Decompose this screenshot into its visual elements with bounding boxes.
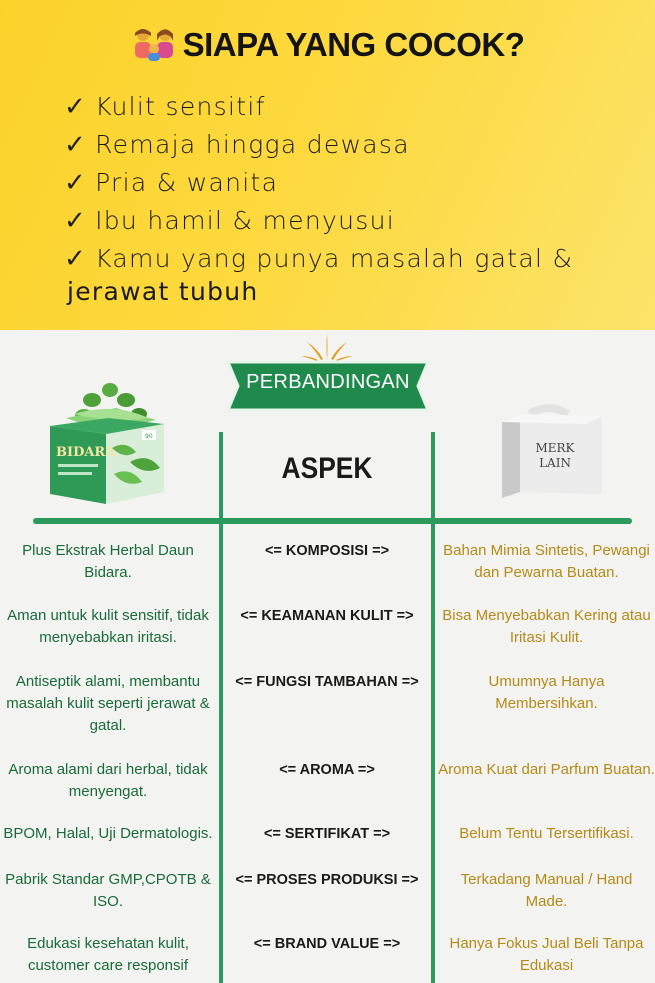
bidara-brand-label: BIDARA <box>56 445 116 460</box>
checklist-item: ✓ Kamu yang punya masalah gatal & <box>64 244 574 274</box>
bidara-value: Pabrik Standar GMP,CPOTB & ISO. <box>5 871 211 910</box>
aspect-label: <= KOMPOSISI => <box>264 543 390 559</box>
audience-checklist <box>64 88 624 278</box>
section-title: SIAPA YANG COCOK? <box>0 26 655 64</box>
aspect-label: <= AROMA => <box>279 762 375 778</box>
bidara-value: Aman untuk kulit sensitif, tidak menyebabkan iritasi. <box>7 607 209 646</box>
other-brand-value: Bisa Menyebabkan Kering atau Iritasi Kulit. <box>442 607 651 646</box>
check-icon: ✓ <box>64 168 88 198</box>
checklist-item: ✓ Ibu hamil & menyusui <box>64 206 395 236</box>
other-brand-value: Bahan Mimia Sintetis, Pewangi dan Pewarna Buatan. <box>443 542 650 581</box>
other-brand-value: Belum Tentu Tersertifikasi. <box>459 825 634 842</box>
aspect-label: <= KEAMANAN KULIT => <box>240 608 414 624</box>
target-audience-section <box>0 0 655 330</box>
other-brand-label: MERK LAIN <box>535 441 575 470</box>
checklist-item-continued: jerawat tubuh <box>67 277 259 306</box>
aspect-heading: ASPEK <box>281 452 373 485</box>
other-brand-value: Umumnya Hanya Membersihkan. <box>488 673 605 712</box>
sparkle-icon <box>297 332 357 362</box>
aspect-label: <= FUNGSI TAMBAHAN => <box>235 674 419 690</box>
family-icon <box>131 27 177 61</box>
bidara-value: BPOM, Halal, Uji Dermatologis. <box>3 825 213 842</box>
aspect-label: <= PROSES PRODUKSI => <box>235 872 419 888</box>
header-divider <box>33 518 632 524</box>
other-brand-value: Hanya Fokus Jual Beli Tanpa Edukasi <box>449 935 644 974</box>
check-icon: ✓ <box>64 244 88 274</box>
other-brand-value: Aroma Kuat dari Parfum Buatan. <box>438 761 655 778</box>
other-brand-value: Terkadang Manual / Hand Made. <box>460 871 633 910</box>
bidara-value: Aroma alami dari herbal, tidak menyengat. <box>8 761 208 800</box>
checklist-item: ✓ Pria & wanita <box>64 168 279 198</box>
check-icon: ✓ <box>64 206 88 236</box>
checklist-item: ✓ Kulit sensitif <box>64 92 266 122</box>
column-divider-left <box>219 432 223 983</box>
bidara-value: Edukasi kesehatan kulit, customer care responsif <box>27 935 189 974</box>
aspect-label: <= BRAND VALUE => <box>253 936 401 952</box>
pack-count-label: 90 <box>145 433 153 440</box>
bidara-value: Plus Ekstrak Herbal Daun Bidara. <box>22 542 194 581</box>
bidara-value: Antiseptik alami, membantu masalah kulit seperti jerawat & gatal. <box>6 673 210 734</box>
check-icon: ✓ <box>64 92 88 122</box>
bidara-soap-product-image <box>44 378 174 508</box>
checklist-item: ✓ Remaja hingga dewasa <box>64 130 410 160</box>
aspect-label: <= SERTIFIKAT => <box>263 826 391 842</box>
check-icon: ✓ <box>64 130 88 160</box>
banner-title: PERBANDINGAN <box>246 371 410 393</box>
column-divider-right <box>431 432 435 983</box>
